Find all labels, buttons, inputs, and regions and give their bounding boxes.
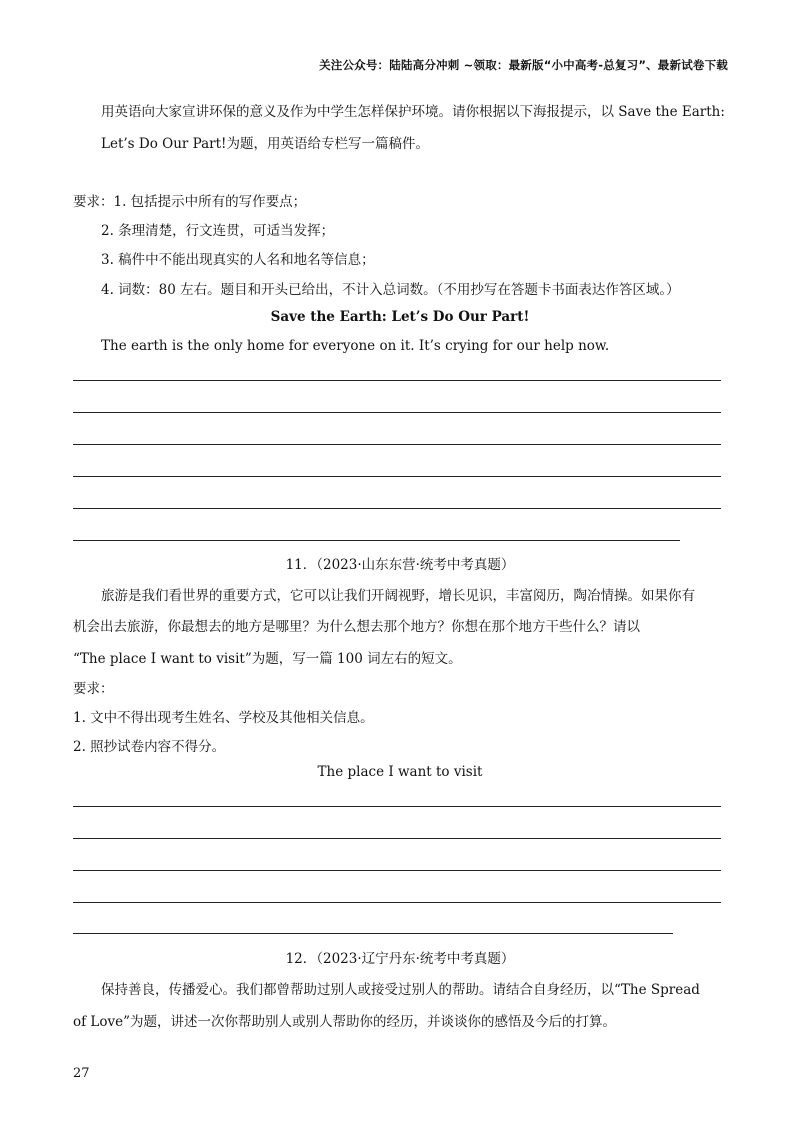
q10-requirement-3: 3. 稿件中不能出现真实的人名和地名等信息；: [101, 252, 375, 268]
q10-intro-line2: Let’s Do Our Part!为题，用英语给专栏写一篇稿件。: [101, 136, 429, 152]
q10-essay-title: Save the Earth: Let’s Do Our Part!: [270, 309, 530, 325]
answer-line: [73, 444, 721, 445]
page-number: 27: [73, 1066, 90, 1081]
q10-requirement-4: 4. 词数：80 左右。题目和开头已给出，不计入总词数。（不用抄写在答题卡书面表达作答区域。）: [101, 282, 680, 298]
answer-line: [73, 870, 721, 871]
q11-requirements-label: 要求：: [73, 681, 114, 697]
q11-paragraph-line2: 机会出去旅游，你最想去的地方是哪里？为什么想去那个地方？你想在那个地方干些什么？请以: [73, 619, 640, 635]
answer-line: [73, 540, 680, 541]
answer-line: [73, 380, 721, 381]
q11-essay-title: The place I want to visit: [317, 764, 483, 780]
page-header: 关注公众号：陆陆高分冲刺 ~领取：最新版“小中高考-总复习”、最新试卷下载: [319, 58, 728, 72]
q11-paragraph-line1: 旅游是我们看世界的重要方式，它可以让我们开阔视野，增长见识，丰富阅历，陶冶情操。如果你有: [101, 588, 695, 604]
q10-intro-line1: 用英语向大家宣讲环保的意义及作为中学生怎样保护环境。请你根据以下海报提示，以 Save the Earth:: [101, 104, 725, 120]
answer-line: [73, 476, 721, 477]
q11-paragraph-line3: “The place I want to visit”为题，写一篇 100 词左右的短文。: [73, 651, 462, 667]
answer-line: [73, 838, 721, 839]
answer-line: [73, 806, 721, 807]
q11-heading: 11．（2023·山东东营·统考中考真题）: [285, 557, 515, 573]
q10-requirement-1: 要求：1. 包括提示中所有的写作要点；: [73, 194, 307, 210]
q11-requirement-1: 1. 文中不得出现考生姓名、学校及其他相关信息。: [73, 710, 374, 726]
q10-opening-sentence: The earth is the only home for everyone on it. It’s crying for our help now.: [101, 338, 610, 354]
answer-line: [73, 902, 721, 903]
q12-heading: 12．（2023·辽宁丹东·统考中考真题）: [285, 951, 515, 967]
answer-line: [73, 412, 721, 413]
q12-paragraph-line2: of Love”为题，讲述一次你帮助别人或别人帮助你的经历，并谈谈你的感悟及今后的打算。: [73, 1014, 617, 1030]
q11-requirement-2: 2. 照抄试卷内容不得分。: [73, 739, 226, 755]
q10-requirement-2: 2. 条理清楚，行文连贯，可适当发挥；: [101, 223, 335, 239]
answer-line: [73, 508, 721, 509]
answer-line: [73, 933, 673, 934]
q12-paragraph-line1: 保持善良，传播爱心。我们都曾帮助过别人或接受过别人的帮助。请结合自身经历，以“The Spread: [101, 982, 700, 998]
